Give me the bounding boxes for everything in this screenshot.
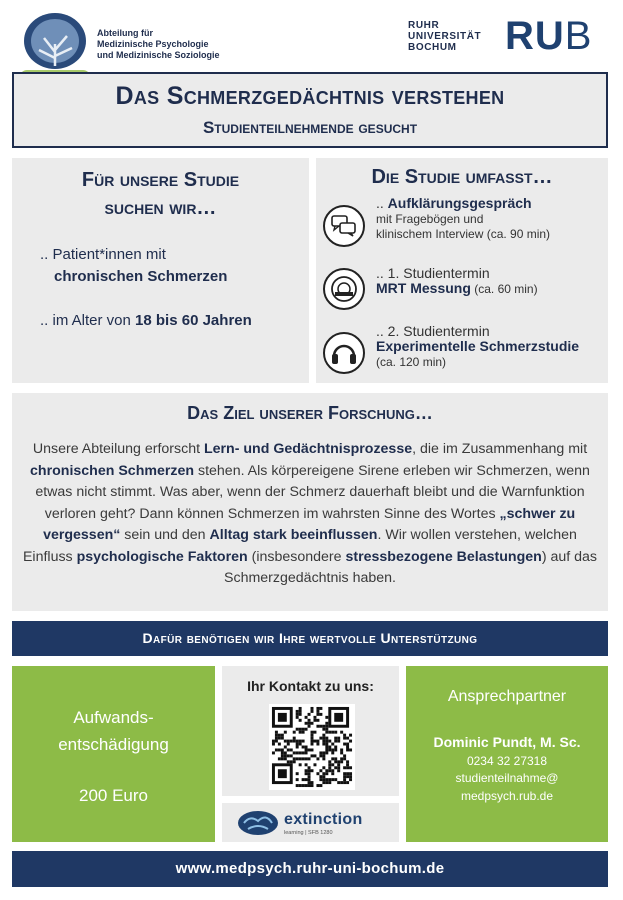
- contact-person-heading: Ansprechpartner: [447, 688, 567, 705]
- steps-heading: Die Studie umfasst…: [371, 166, 553, 188]
- criteria-item-age: .. im Alter von 18 bis 60 Jahren: [40, 312, 252, 329]
- extinction-subtitle: learning | SFB 1280: [284, 830, 333, 836]
- criteria-item-patients: .. Patient*innen mit chronischen Schmerzen: [40, 246, 228, 285]
- extinction-name: extinction: [284, 811, 363, 828]
- brain-icon: [236, 809, 280, 837]
- support-banner: Dafür benötigen wir Ihre wertvolle Unterstützung: [12, 621, 608, 656]
- compensation-value: 200 Euro: [79, 786, 148, 805]
- headphones-icon: [323, 332, 365, 374]
- page-title: Das Schmerzgedächtnis verstehen: [115, 82, 505, 110]
- speech-bubbles-icon: [323, 205, 365, 247]
- criteria-heading: Für unsere Studie suchen wir…: [81, 169, 240, 219]
- contact-heading: Ihr Kontakt zu uns:: [247, 678, 374, 694]
- study-steps-panel: [316, 158, 608, 383]
- contact-phone[interactable]: 0234 32 27318: [466, 754, 548, 768]
- department-name: Abteilung für Medizinische Psychologie und Medizinische Soziologie: [97, 28, 220, 60]
- website-url[interactable]: www.medpsych.ruhr-uni-bochum.de: [12, 851, 608, 887]
- research-goal-panel: [12, 393, 608, 611]
- compensation-box: [12, 666, 215, 842]
- compensation-label: Aufwands- entschädigung: [58, 708, 169, 754]
- extinction-logo: [222, 803, 399, 842]
- step-consultation: .. Aufklärungsgespräch mit Fragebögen und klinischem Interview (ca. 90 min): [376, 195, 551, 241]
- contact-email-line1[interactable]: studienteilnahme@: [455, 771, 559, 785]
- goal-heading: Das Ziel unserer Forschung…: [187, 403, 433, 423]
- criteria-panel: [12, 158, 309, 383]
- page-subtitle: Studienteilnehmende gesucht: [202, 118, 418, 137]
- contact-qr-box: [222, 666, 399, 796]
- mri-scanner-icon: [323, 268, 365, 310]
- title-box: [12, 72, 608, 148]
- rub-logo: RUB: [505, 14, 593, 58]
- contact-name: Dominic Pundt, M. Sc.: [433, 734, 581, 750]
- goal-text: Unsere Abteilung erforscht Lern- und Gedächtnisprozesse, die im Zusammenhang mit chronischen Schmerzen stehen. Als körpereigene Sirene erleben wir Schmerzen, wenn etwas nicht stimmt. Was aber, wenn der Schmerz dauerhaft bleibt und die Warnfunktion verloren geht? Dann können Schmerzen im wahrsten Sinne des Wortes „schwer zu vergessen“ sein und den Alltag stark beeinflussen. Wir wollen verstehen, welchen Einfluss psychologische Faktoren (insbesondere stressbezogene Belastungen) auf das Schmerzgedächtnis haben.: [22, 441, 598, 586]
- step-mri: .. 1. Studientermin MRT Messung (ca. 60 min): [376, 265, 538, 296]
- qr-code[interactable]: [269, 704, 355, 790]
- contact-person-box: [406, 666, 608, 842]
- step-pain-study: .. 2. Studientermin Experimentelle Schmerzstudie (ca. 120 min): [376, 323, 580, 369]
- contact-email-line2[interactable]: medpsych.rub.de: [460, 789, 554, 803]
- university-name: RUHR UNIVERSITÄT BOCHUM: [408, 20, 482, 53]
